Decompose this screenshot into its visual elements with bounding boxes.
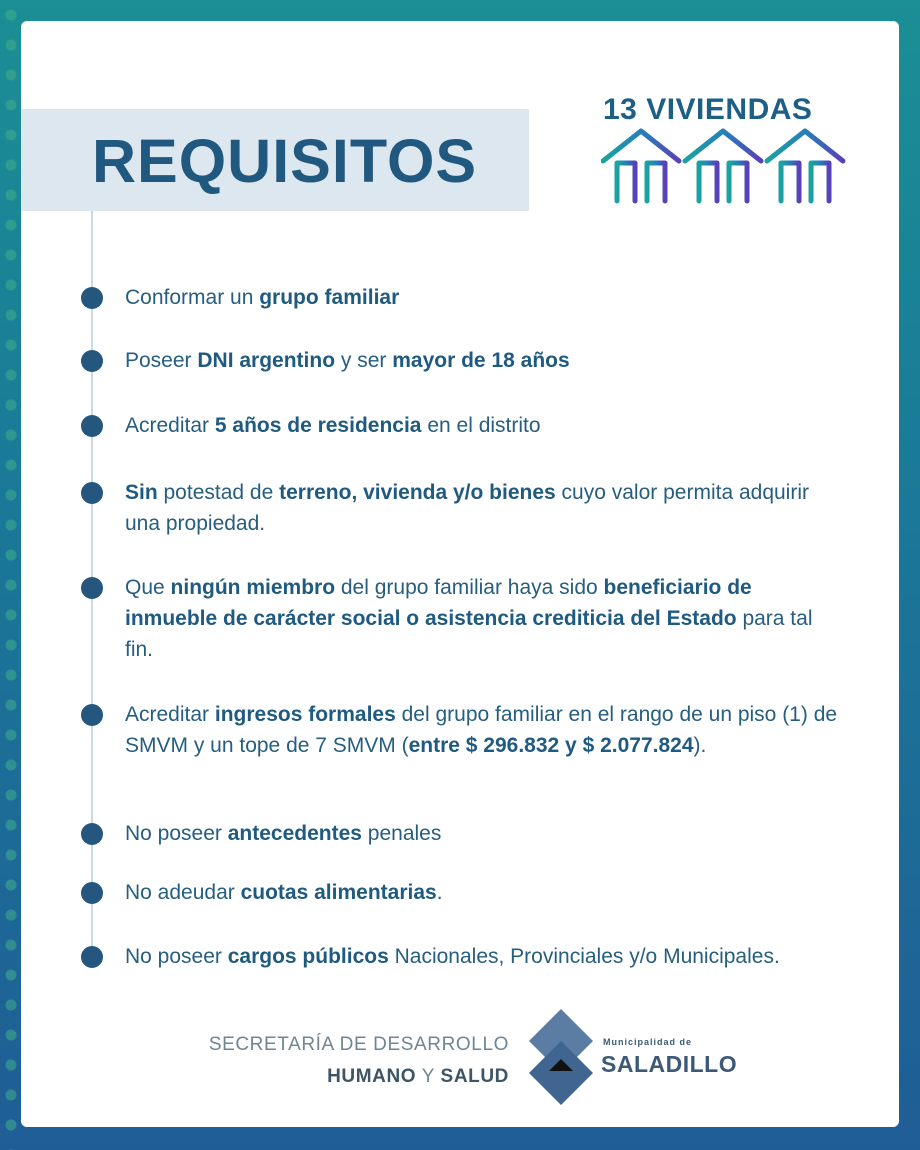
- requirement-emphasis: DNI argentino: [197, 349, 336, 372]
- bullet-icon: [81, 350, 103, 372]
- program-logo-title: 13 VIVIENDAS: [603, 93, 813, 126]
- requirement-item: [125, 699, 845, 761]
- requirement-emphasis: cuotas alimentarias: [240, 881, 437, 904]
- bullet-icon: [81, 482, 103, 504]
- requirement-item: [125, 410, 845, 441]
- requirement-emphasis: ingresos formales: [214, 703, 396, 726]
- requirement-text: para tal fin.: [125, 607, 813, 661]
- requirement-text: potestad de: [157, 481, 280, 504]
- bullet-icon: [81, 946, 103, 968]
- saladillo-logo-icon: [521, 1005, 601, 1105]
- bullet-icon: [81, 823, 103, 845]
- requirement-emphasis: 5 años de residencia: [214, 414, 422, 437]
- requirement-item: [125, 477, 845, 539]
- requirement-text: Acreditar: [125, 414, 215, 437]
- requirement-text: cuyo valor permita adquirir una propiedad.: [125, 481, 809, 535]
- requirement-text: No poseer: [125, 945, 228, 968]
- municipalidad-label: Municipalidad de: [603, 1037, 693, 1047]
- requirement-emphasis: entre $ 296.832 y $ 2.077.824: [408, 734, 694, 757]
- requirement-item: [125, 345, 845, 376]
- requirement-text: Que: [125, 576, 171, 599]
- requirement-emphasis: antecedentes: [227, 822, 362, 845]
- requirement-item: [125, 282, 845, 313]
- decorative-dots: [0, 0, 22, 1150]
- requirement-emphasis: cargos públicos: [227, 945, 389, 968]
- requirement-text: en el distrito: [421, 414, 541, 437]
- requirement-text: penales: [361, 822, 442, 845]
- requirement-item: [125, 877, 845, 908]
- requirement-emphasis: ningún miembro: [170, 576, 336, 599]
- requirement-emphasis: terreno, vivienda y/o bienes: [279, 481, 556, 504]
- requirement-text: Acreditar: [125, 703, 215, 726]
- requirement-text: del grupo familiar haya sido: [335, 576, 604, 599]
- requirement-text: y ser: [335, 349, 393, 372]
- houses-icon: [601, 125, 871, 205]
- requirement-text: .: [436, 881, 443, 904]
- requirement-text: No adeudar: [125, 881, 241, 904]
- requirement-text: Nacionales, Provinciales y/o Municipales.: [388, 945, 780, 968]
- requirement-emphasis: Sin: [125, 481, 158, 504]
- requirement-text: No poseer: [125, 822, 228, 845]
- requirement-text: Conformar un: [125, 286, 260, 309]
- requirement-item: [125, 941, 845, 972]
- requirement-emphasis: beneficiario de inmueble de carácter social o asistencia crediticia del Estado: [125, 576, 752, 630]
- bullet-icon: [81, 577, 103, 599]
- requirement-text: Poseer: [125, 349, 198, 372]
- requirements-card: [21, 21, 899, 1127]
- secretaria-line2: HUMANO Y SALUD: [327, 1066, 509, 1087]
- secretaria-label: [209, 1029, 509, 1093]
- requirement-item: [125, 818, 845, 849]
- requirement-emphasis: grupo familiar: [259, 286, 400, 309]
- bullet-icon: [81, 704, 103, 726]
- saladillo-label: SALADILLO: [601, 1051, 738, 1077]
- requirement-text: del grupo familiar en el rango de un piso (1) de SMVM y un tope de 7 SMVM (: [125, 703, 838, 757]
- bullet-icon: [81, 882, 103, 904]
- requirement-emphasis: mayor de 18 años: [392, 349, 570, 372]
- requirement-item: [125, 572, 845, 665]
- bullet-icon: [81, 287, 103, 309]
- bullet-icon: [81, 415, 103, 437]
- requirement-text: ).: [693, 734, 707, 757]
- secretaria-line1: SECRETARÍA DE DESARROLLO: [208, 1034, 509, 1055]
- page-title: REQUISITOS: [92, 127, 478, 195]
